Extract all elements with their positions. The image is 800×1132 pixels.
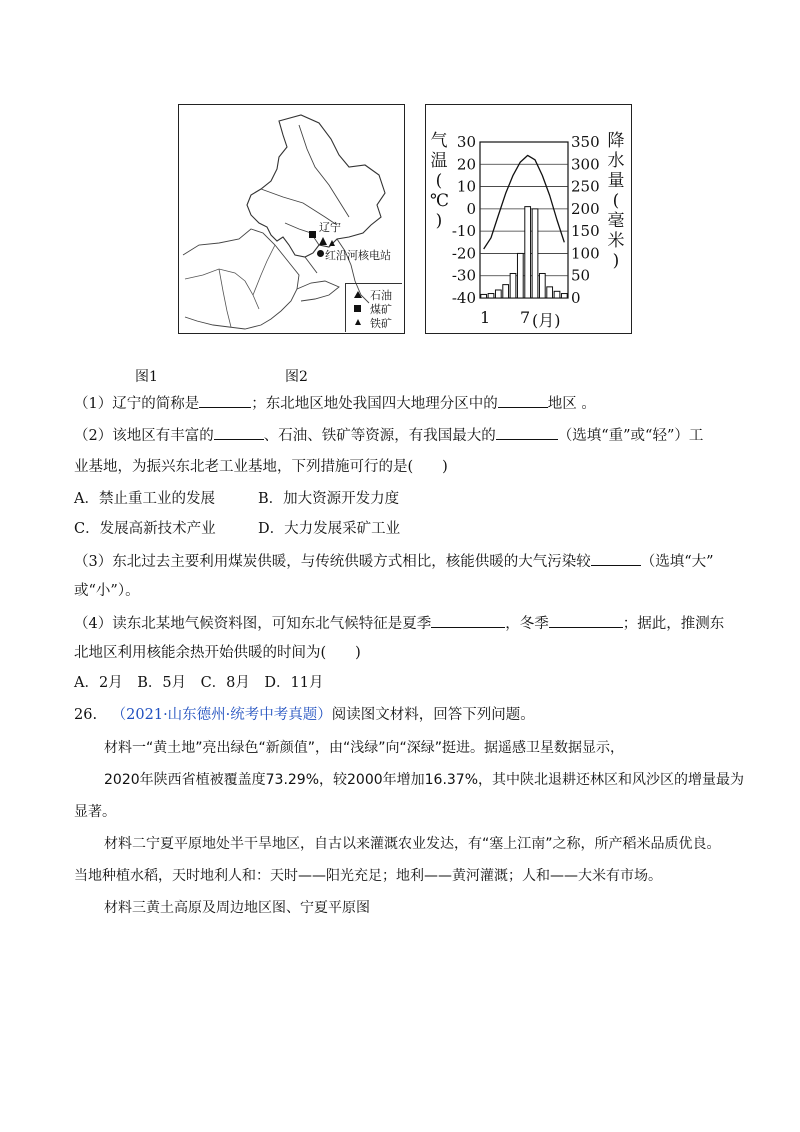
temp-tick-label: 30 (456, 133, 476, 151)
precip-bar (488, 294, 494, 298)
q3-part-b: （选填“大” (640, 554, 714, 570)
precip-bar (525, 207, 531, 298)
oil-marker (319, 237, 327, 245)
precip-title-5: 米 (607, 231, 625, 251)
temp-title-1: 温 (430, 151, 448, 171)
precip-tick-label: 0 (571, 289, 581, 307)
q4-part-b: ，冬季 (505, 616, 549, 632)
q2-option-b: B．加大资源开发力度 (258, 491, 400, 507)
precip-tick-label: 50 (571, 266, 591, 285)
question-3-cont: 或“小”）。 (74, 583, 140, 599)
precip-bar (481, 294, 487, 298)
q1-part-b: ；东北地区地处我国四大地理分区中的 (251, 396, 498, 412)
legend-coal-label: 煤矿 (370, 303, 392, 316)
q2-part-b: 、石油、铁矿等资源，有我国最大的 (263, 428, 496, 444)
precip-tick-label: 100 (571, 244, 600, 263)
precip-bar (561, 294, 567, 298)
precip-bar (554, 291, 560, 298)
caption-figure2: 图2 (285, 369, 308, 385)
question-26 (74, 705, 535, 725)
temperature-curve (484, 155, 565, 249)
q26-source[interactable]: （2021·山东德州·统考中考真题） (111, 707, 332, 723)
legend-iron-label: 铁矿 (370, 317, 392, 330)
figure1-map (178, 104, 405, 334)
material1-line1: 材料一“黄土地”亮出绿色“新颜值”，由“浅绿”向“深绿”挺进。据遥感卫星数据显示， (104, 740, 625, 756)
q4-part-c: ；据此，推测东 (622, 616, 725, 632)
precip-bar (532, 209, 538, 298)
legend-coal-icon (354, 305, 361, 312)
caption-figure1: 图1 (135, 369, 158, 385)
precip-title-6: ) (612, 251, 620, 271)
precip-tick-label: 200 (571, 199, 600, 218)
question-4 (74, 613, 724, 634)
temp-title-3: ℃ (430, 191, 450, 211)
q1-part-a: （1）辽宁的简称是 (74, 396, 200, 412)
temp-tick-label: -10 (451, 222, 476, 241)
climate-plot (426, 105, 631, 333)
x-tick-7: 7 (520, 308, 531, 327)
temp-title-4: ) (435, 211, 443, 231)
q2-option-c: C．发展高新技术产业 (74, 521, 216, 537)
label-power-station: 红沿河核电站 (325, 249, 391, 262)
question-4-cont: 北地区利用核能余热开始供暖的时间为( ) (74, 645, 361, 661)
precip-bar (510, 273, 516, 298)
precip-bar (495, 290, 501, 298)
material3-line: 材料三黄土高原及周边地区图、宁夏平原图 (104, 900, 370, 916)
figure2-climate-chart (425, 104, 632, 334)
q3-blank-1[interactable] (591, 551, 641, 566)
q4-part-a: （4）读东北某地气候资料图，可知东北气候特征是夏季 (74, 616, 432, 632)
question-2-cont: 业基地，为振兴东北老工业基地，下列措施可行的是( ) (74, 459, 448, 475)
temp-tick-label: -20 (451, 244, 476, 263)
q2-blank-1[interactable] (214, 425, 264, 440)
legend-oil-icon (354, 291, 362, 298)
material2-line1: 材料二宁夏平原地处半干旱地区，自古以来灌溉农业发达，有“塞上江南”之称，所产稻米品质优良。 (104, 836, 721, 852)
legend-iron-icon (355, 319, 361, 325)
precip-title-2: 量 (607, 171, 625, 191)
precip-title-1: 水 (607, 151, 625, 171)
q2-option-d: D．大力发展采矿工业 (258, 521, 401, 537)
precip-bar (517, 253, 523, 298)
temp-tick-label: 10 (456, 177, 476, 196)
precip-bar (539, 273, 545, 298)
label-liaoning: 辽宁 (319, 221, 341, 234)
q4-options: A．2月 B．5月 C．8月 D．11月 (74, 675, 324, 691)
power-station-dot (317, 250, 324, 257)
precip-title-3: ( (612, 191, 620, 211)
iron-marker (329, 240, 335, 246)
precip-title-0: 降 (607, 131, 625, 151)
plot-frame (480, 142, 568, 298)
q26-number: 26. (74, 707, 98, 723)
question-1 (74, 393, 596, 414)
q2-blank-2[interactable] (496, 425, 558, 440)
precip-bar (547, 287, 553, 298)
material1-line3: 显著。 (74, 804, 116, 820)
material2-line2: 当地种植水稻，天时地利人和：天时——阳光充足；地利——黄河灌溉；人和——大米有市场。 (74, 868, 662, 884)
q1-part-c: 地区 。 (547, 396, 596, 412)
q4-blank-2[interactable] (549, 613, 623, 628)
temp-tick-label: -30 (451, 266, 476, 285)
question-2 (74, 425, 703, 446)
temp-title-0: 气 (430, 131, 448, 151)
x-unit: (月) (532, 311, 561, 330)
q2-part-c: （选填“重”或“轻”）工 (557, 428, 704, 444)
material1-line2: 2020年陕西省植被覆盖度73.29%，较2000年增加16.37%，其中陕北退耕还林区和风沙区的增量最为 (104, 772, 745, 788)
precip-tick-label: 250 (571, 177, 600, 196)
question-3 (74, 551, 714, 572)
q26-text: 阅读图文材料，回答下列问题。 (331, 707, 535, 723)
map-legend (345, 283, 402, 332)
temp-tick-label: -40 (451, 289, 476, 307)
coal-mine-marker (309, 231, 316, 238)
precip-title-4: 毫 (607, 211, 625, 231)
q2-option-a: A．禁止重工业的发展 (74, 491, 215, 507)
q1-blank-1[interactable] (199, 393, 251, 408)
q2-part-a: （2）该地区有丰富的 (74, 428, 214, 444)
precip-bar (503, 285, 509, 298)
precip-tick-label: 350 (571, 133, 600, 151)
q4-blank-1[interactable] (431, 613, 505, 628)
q3-part-a: （3）东北过去主要利用煤炭供暖，与传统供暖方式相比，核能供暖的大气污染较 (74, 554, 591, 570)
temp-tick-label: 20 (456, 155, 476, 174)
precip-tick-label: 150 (571, 222, 600, 241)
x-tick-1: 1 (480, 308, 491, 327)
legend-oil-label: 石油 (370, 289, 392, 302)
temp-title-2: ( (435, 171, 443, 191)
temp-tick-label: 0 (466, 199, 476, 218)
precip-tick-label: 300 (571, 155, 600, 174)
q1-blank-2[interactable] (498, 393, 548, 408)
